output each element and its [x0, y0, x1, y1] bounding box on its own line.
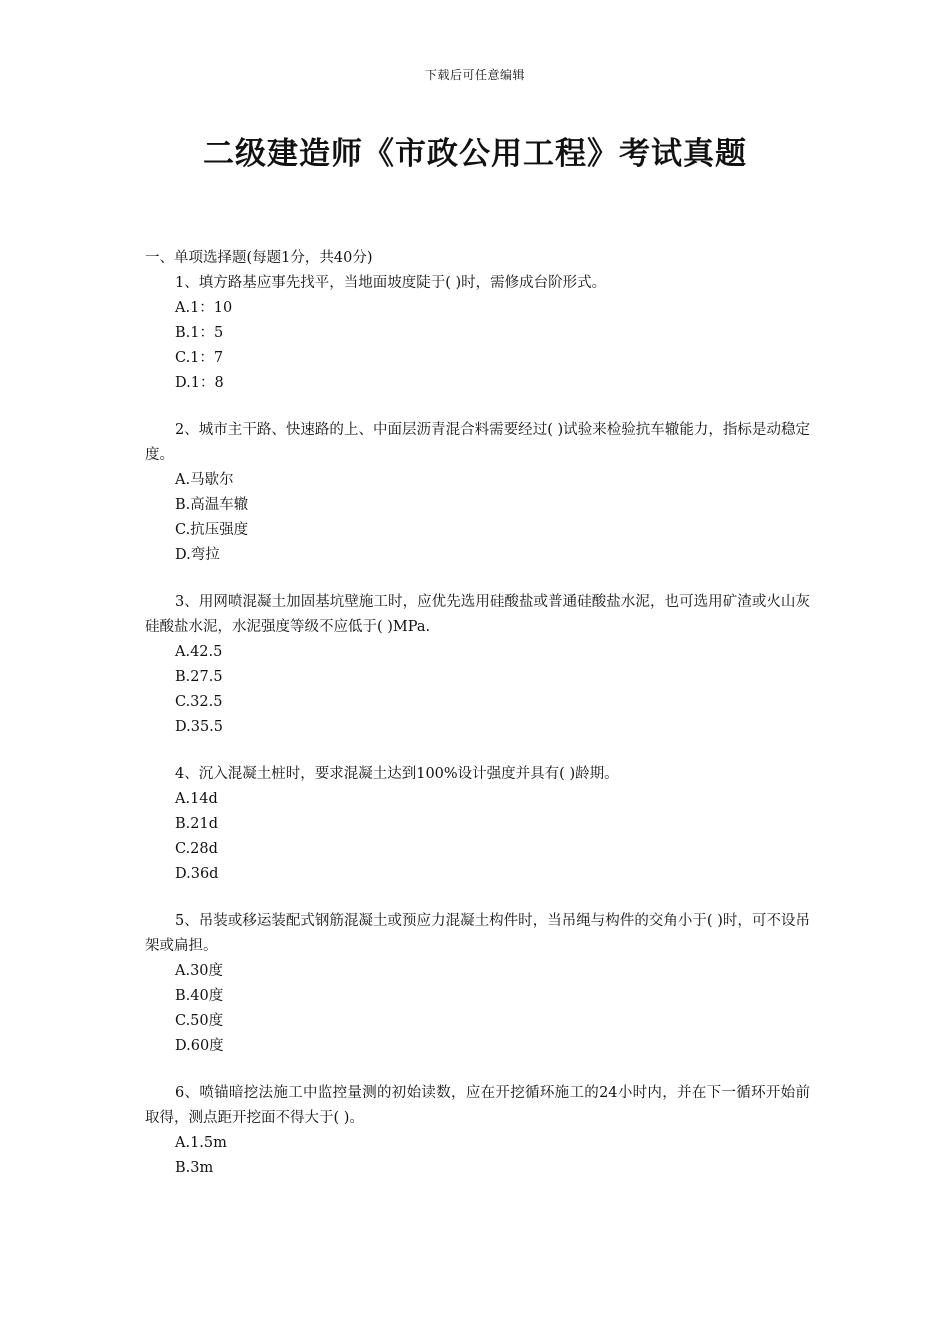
question-6	[145, 1081, 810, 1181]
option-a: A.30度	[175, 963, 224, 979]
question-stem: 3、用网喷混凝土加固基坑壁施工时，应优先选用硅酸盐或普通硅酸盐水泥，也可选用矿渣或火山灰硅酸盐水泥，水泥强度等级不应低于( )MPa.	[145, 594, 810, 635]
option-b: B.1：5	[175, 325, 224, 341]
option-c: C.50度	[175, 1013, 224, 1029]
option-d: D.35.5	[175, 719, 224, 735]
question-stem: 5、吊装或移运装配式钢筋混凝土或预应力混凝土构件时，当吊绳与构件的交角小于( )时，可不设吊架或扁担。	[145, 913, 810, 954]
option-a: A.1.5m	[175, 1135, 227, 1151]
option-d: D.弯拉	[175, 547, 220, 563]
question-stem: 4、沉入混凝土桩时，要求混凝土达到100%设计强度并具有( )龄期。	[175, 766, 619, 782]
option-d: D.36d	[175, 866, 219, 882]
option-b: B.3m	[175, 1160, 214, 1176]
header-note: 下载后可任意编辑	[424, 68, 525, 82]
option-c: C.32.5	[175, 694, 223, 710]
question-stem: 1、填方路基应事先找平，当地面坡度陡于( )时，需修成台阶形式。	[175, 275, 607, 291]
question-2	[145, 418, 810, 568]
option-c: C.抗压强度	[175, 522, 249, 538]
question-5	[145, 909, 810, 1059]
question-1	[145, 271, 810, 396]
question-4	[145, 762, 810, 887]
option-b: B.21d	[175, 816, 218, 832]
section-heading: 一、单项选择题(每题1分，共40分)	[145, 250, 373, 266]
option-d: D.60度	[175, 1038, 224, 1054]
option-b: B.40度	[175, 988, 224, 1004]
option-a: A.14d	[175, 791, 218, 807]
option-d: D.1：8	[175, 375, 224, 391]
option-c: C.1：7	[175, 350, 224, 366]
option-b: B.27.5	[175, 669, 223, 685]
option-b: B.高温车辙	[175, 497, 249, 513]
option-a: A.42.5	[175, 644, 223, 660]
document-title: 二级建造师《市政公用工程》考试真题	[203, 136, 747, 172]
option-c: C.28d	[175, 841, 218, 857]
document-body	[145, 246, 810, 1203]
question-stem: 6、喷锚暗挖法施工中监控量测的初始读数，应在开挖循环施工的24小时内，并在下一循环开始前取得，测点距开挖面不得大于( )。	[145, 1085, 810, 1126]
option-a: A.马歇尔	[175, 472, 234, 488]
option-a: A.1：10	[175, 300, 233, 316]
question-3	[145, 590, 810, 740]
question-stem: 2、城市主干路、快速路的上、中面层沥青混合料需要经过( )试验来检验抗车辙能力，指标是动稳定度。	[145, 422, 810, 463]
